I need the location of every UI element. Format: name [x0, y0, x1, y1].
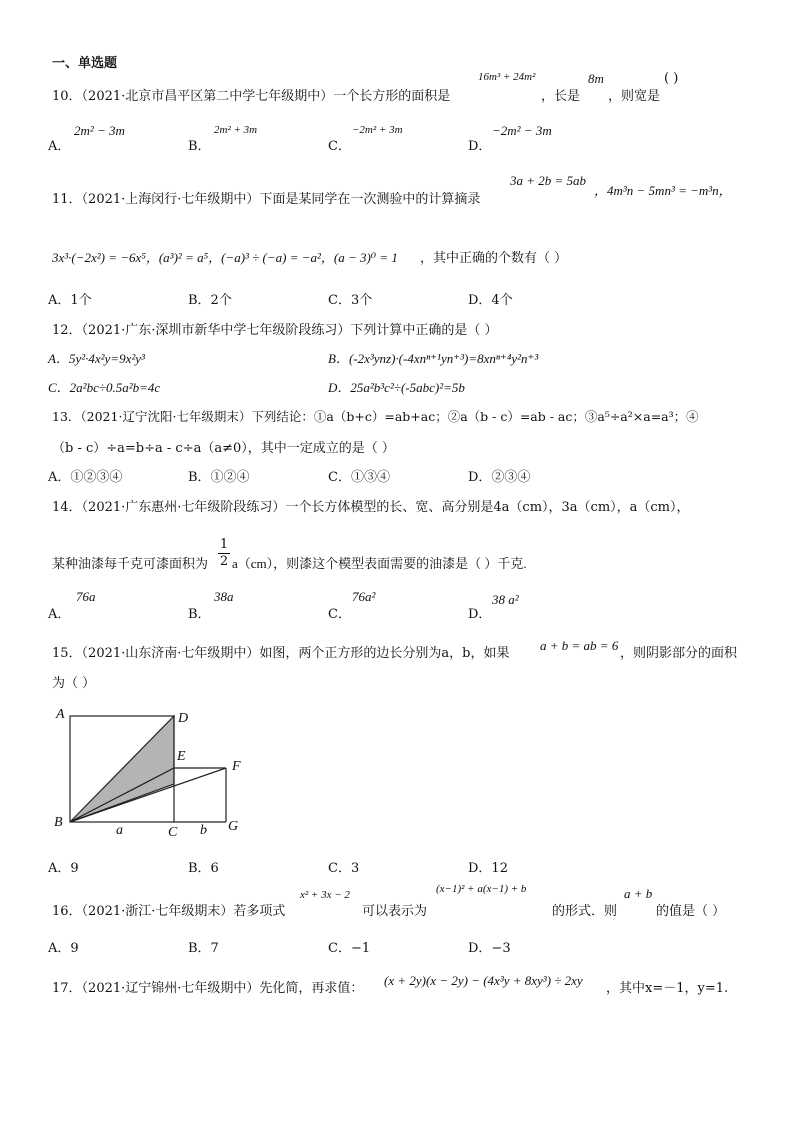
q10-opt-d-label: D．	[468, 139, 492, 154]
q15-line1a: 15．（2021·山东济南·七年级期中）如图，两个正方形的边长分别为a，b，如果	[52, 646, 510, 661]
q17-stem: 17．（2021·辽宁锦州·七年级期中）先化简，再求值：	[52, 981, 364, 996]
q10-paren: ( )	[664, 71, 679, 86]
q10-opt-a-label: A．	[48, 139, 71, 154]
label-a: a	[116, 823, 123, 838]
q11-opt-d: D．4个	[468, 293, 513, 308]
q14-opt-d: 38 a²	[492, 592, 519, 607]
q10-tail: ，则宽是	[608, 89, 661, 104]
q16-opt-c: C．−1	[328, 941, 371, 956]
q16-form: (x−1)² + a(x−1) + b	[436, 883, 527, 895]
q10-opt-c-label: C．	[328, 139, 351, 154]
q14-opt-c-label: C．	[328, 607, 351, 622]
q11-eq3: 3x³·(−2x²) = −6x⁵，(a³)² = a⁵，(−a)³ ÷ (−a) = −a²，(a − 3)⁰ = 1	[52, 250, 398, 265]
q15-eq: a + b = ab = 6	[540, 638, 619, 653]
label-E: E	[177, 749, 186, 764]
q11-tail: ，其中正确的个数有（ ）	[420, 251, 568, 266]
q15-figure	[50, 700, 270, 840]
q16-ab: a + b	[624, 886, 653, 901]
q12-opt-c: C．2a²bc÷0.5a²b=4c	[48, 380, 161, 395]
q16-mid: 可以表示为	[362, 904, 428, 919]
q15-opt-d: D．12	[468, 861, 508, 876]
q10-opt-b: 2m² + 3m	[214, 124, 258, 136]
q17-tail: ，其中x=－1，y=1.	[606, 981, 729, 996]
section-title: 一、单选题	[52, 56, 118, 71]
q14-line2b: a（cm），则漆这个模型表面需要的油漆是（ ）千克.	[232, 556, 527, 571]
q14-frac-den: 2	[219, 554, 229, 569]
q13-opt-c: C．①③④	[328, 470, 390, 485]
q16-opt-b: B．7	[188, 941, 219, 956]
q12-opt-a: A．5y²·4x²y=9x²y³	[48, 351, 145, 366]
q11-opt-a: A．1个	[48, 293, 92, 308]
q10-opt-a: 2m² − 3m	[74, 123, 125, 138]
q10-opt-c: −2m² + 3m	[352, 124, 403, 136]
q16-mid2: 的形式．则	[552, 904, 618, 919]
q15-line2: 为（ ）	[52, 676, 96, 691]
q14-opt-b: 38a	[214, 589, 234, 604]
q16-opt-d: D．−3	[468, 941, 511, 956]
q14-opt-b-label: B．	[188, 607, 211, 622]
label-G: G	[228, 819, 239, 834]
q13-line1: 13．（2021·辽宁沈阳·七年级期末）下列结论：①a（b+c）=ab+ac；②a（b - c）=ab - ac；③a⁵÷a²×a=a³；④	[52, 409, 699, 424]
q13-opt-a: A．①②③④	[48, 470, 123, 485]
q13-opt-d: D．②③④	[468, 470, 531, 485]
q11-opt-b: B．2个	[188, 293, 232, 308]
label-C: C	[168, 825, 178, 840]
q16-opt-a: A．9	[48, 941, 79, 956]
q16-tail: 的值是（ ）	[656, 904, 726, 919]
q11-eq2: ，4m³n − 5mn³ = −m³n，	[594, 183, 732, 198]
q15-opt-a: A．9	[48, 861, 79, 876]
q14-opt-d-label: D．	[468, 607, 492, 622]
q12-stem: 12．（2021·广东·深圳市新华中学七年级阶段练习）下列计算中正确的是（ ）	[52, 323, 498, 338]
q10-area: 16m³ + 24m²	[478, 71, 536, 83]
q12-opt-d: D．25a²b³c²÷(-5abc)²=5b	[328, 380, 465, 395]
label-D: D	[178, 711, 189, 726]
q10-mid: ，长是	[541, 89, 581, 104]
q14-frac-num: 1	[219, 537, 229, 552]
q10-opt-d: −2m² − 3m	[492, 123, 552, 138]
q14-opt-c: 76a²	[352, 589, 376, 604]
q13-opt-b: B．①②④	[188, 470, 250, 485]
q16-stem: 16．（2021·浙江·七年级期末）若多项式	[52, 904, 286, 919]
label-b: b	[200, 823, 207, 838]
q12-opt-b: B．(-2x³ynz)·(-4xnⁿ⁺¹yn⁺³)=8xnⁿ⁺⁴y²n⁺³	[328, 351, 539, 366]
q14-opt-a-label: A．	[48, 607, 71, 622]
q15-line1b: ，则阴影部分的面积	[620, 646, 738, 661]
label-B: B	[54, 815, 63, 830]
q10-opt-b-label: B．	[188, 139, 211, 154]
q15-opt-b: B．6	[188, 861, 219, 876]
q15-opt-c: C．3	[328, 861, 360, 876]
q14-fraction	[218, 537, 230, 570]
q17-expr: (x + 2y)(x − 2y) − (4x³y + 8xy³) ÷ 2xy	[384, 973, 583, 988]
label-F: F	[232, 759, 241, 774]
q11-eq1: 3a + 2b = 5ab	[510, 173, 587, 188]
q14-line2a: 某种油漆每千克可漆面积为	[52, 557, 209, 572]
q11-opt-c: C．3个	[328, 293, 373, 308]
q11-stem: 11．（2021·上海闵行·七年级期中）下面是某同学在一次测验中的计算摘录	[52, 192, 481, 207]
q14-line1: 14．（2021·广东惠州·七年级阶段练习）一个长方体模型的长、宽、高分别是4a（cm），3a（cm），a（cm），	[52, 500, 690, 515]
q16-poly: x² + 3x − 2	[300, 889, 350, 901]
q10-length: 8m	[588, 71, 604, 86]
q10-stem: 10．（2021·北京市昌平区第二中学七年级期中）一个长方形的面积是	[52, 89, 451, 104]
label-A: A	[56, 707, 65, 722]
shaded-triangle-upper	[70, 716, 174, 822]
q14-opt-a: 76a	[76, 589, 96, 604]
q13-line2: （b - c）÷a=b÷a - c÷a（a≠0），其中一定成立的是（ ）	[52, 441, 395, 456]
